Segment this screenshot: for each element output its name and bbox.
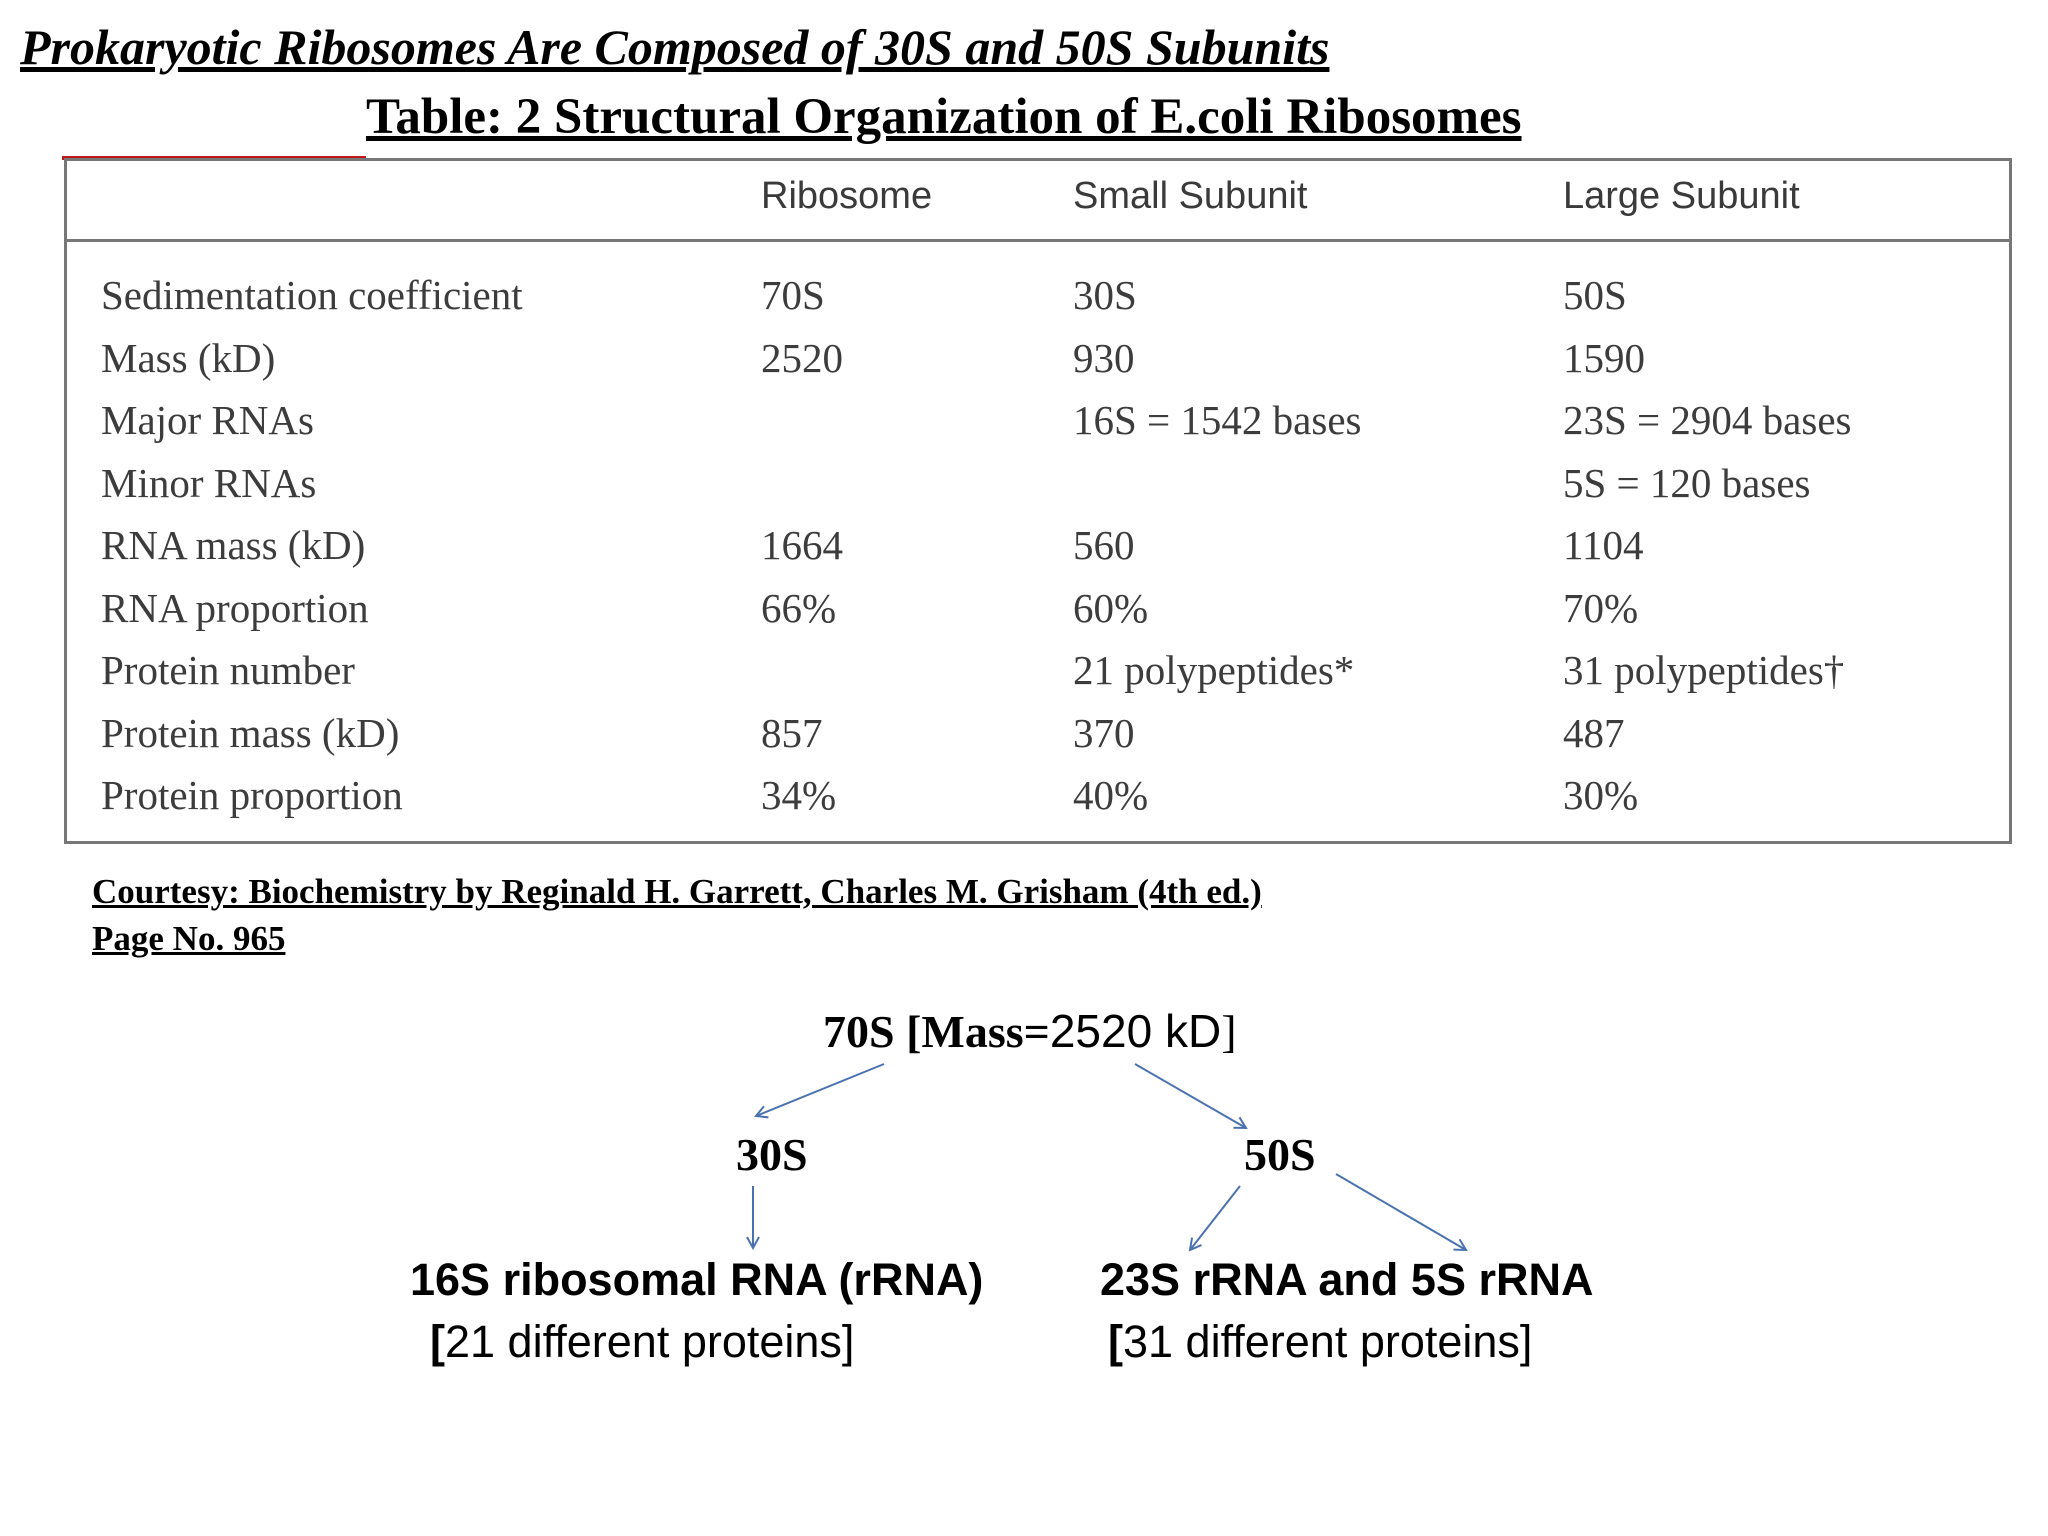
table-title: Table: 2 Structural Organization of E.coli Ribosomes bbox=[366, 89, 1522, 145]
bracket-open: [ bbox=[1108, 1316, 1123, 1367]
node-23s-label: 23S rRNA and 5S rRNA bbox=[1100, 1254, 1594, 1305]
table-cell: 70S bbox=[761, 272, 825, 318]
row-label: Protein mass (kD) bbox=[101, 709, 400, 756]
table-cell: 487 bbox=[1563, 709, 1625, 756]
courtesy-page: Page No. 965 bbox=[92, 919, 286, 958]
bracket-open: [ bbox=[430, 1316, 445, 1367]
row-label: Mass (kD) bbox=[101, 334, 276, 381]
node-16s-proteins bbox=[430, 1316, 854, 1368]
table-cell: 31 polypeptides† bbox=[1563, 647, 1845, 693]
node-50s: 50S bbox=[1244, 1129, 1316, 1180]
arrow-70s-to-50s bbox=[1135, 1064, 1246, 1128]
table-cell: 857 bbox=[761, 709, 823, 756]
node-70s-label: 70S [Mass= bbox=[823, 1006, 1050, 1057]
table-cell: 560 bbox=[1073, 522, 1135, 568]
table-cell: 30% bbox=[1563, 772, 1639, 818]
header-ribosome: Ribosome bbox=[761, 175, 933, 217]
row-label: Protein proportion bbox=[101, 772, 403, 818]
table-cell: 34% bbox=[761, 772, 837, 818]
arrow-50s-to-23s bbox=[1190, 1186, 1240, 1250]
row-label: Sedimentation coefficient bbox=[101, 272, 523, 318]
header-small-subunit: Small Subunit bbox=[1073, 175, 1308, 217]
table-cell: 60% bbox=[1073, 584, 1149, 631]
courtesy-citation: Courtesy: Biochemistry by Reginald H. Garrett, Charles M. Grisham (4th ed.) bbox=[92, 872, 1262, 911]
header-large-subunit: Large Subunit bbox=[1563, 175, 1800, 217]
table-cell: 30S bbox=[1073, 272, 1137, 318]
node-70s-mass: 2520 kD bbox=[1049, 1005, 1222, 1057]
row-label: Major RNAs bbox=[101, 397, 314, 443]
row-label: RNA mass (kD) bbox=[101, 522, 366, 568]
arrow-50s-to-5s bbox=[1336, 1174, 1466, 1250]
node-23s-proteins-text: 31 different proteins] bbox=[1123, 1316, 1533, 1367]
table-cell: 70% bbox=[1563, 584, 1639, 631]
table-cell: 50S bbox=[1563, 272, 1627, 318]
table-cell: 21 polypeptides* bbox=[1073, 647, 1355, 693]
node-70s-bracket: ] bbox=[1221, 1006, 1237, 1057]
row-label: Minor RNAs bbox=[101, 459, 317, 506]
node-23s-proteins bbox=[1108, 1316, 1532, 1368]
page-heading: Prokaryotic Ribosomes Are Composed of 30S and 50S Subunits bbox=[20, 19, 1330, 75]
node-16s-proteins-text: 21 different proteins] bbox=[445, 1316, 855, 1367]
table-cell: 16S = 1542 bases bbox=[1073, 397, 1362, 443]
table-cell: 5S = 120 bases bbox=[1563, 459, 1811, 506]
table-cell: 1104 bbox=[1563, 522, 1644, 568]
arrow-70s-to-30s bbox=[756, 1064, 884, 1116]
table-cell: 1590 bbox=[1563, 334, 1645, 381]
table-cell: 930 bbox=[1073, 334, 1135, 381]
table-cell: 2520 bbox=[761, 334, 843, 381]
row-label: Protein number bbox=[101, 647, 355, 693]
table-cell: 23S = 2904 bases bbox=[1563, 397, 1852, 443]
table-cell: 40% bbox=[1073, 772, 1149, 818]
row-label: RNA proportion bbox=[101, 584, 369, 631]
node-16s-rrna bbox=[410, 1254, 983, 1306]
node-23s-5s-rrna bbox=[1100, 1254, 1593, 1306]
node-16s-label: 16S ribosomal RNA (rRNA) bbox=[410, 1254, 984, 1305]
table-cell: 1664 bbox=[761, 522, 843, 568]
table-cell: 66% bbox=[761, 584, 837, 631]
node-30s: 30S bbox=[736, 1129, 808, 1180]
node-70s bbox=[823, 1004, 1237, 1058]
table-cell: 370 bbox=[1073, 709, 1135, 756]
